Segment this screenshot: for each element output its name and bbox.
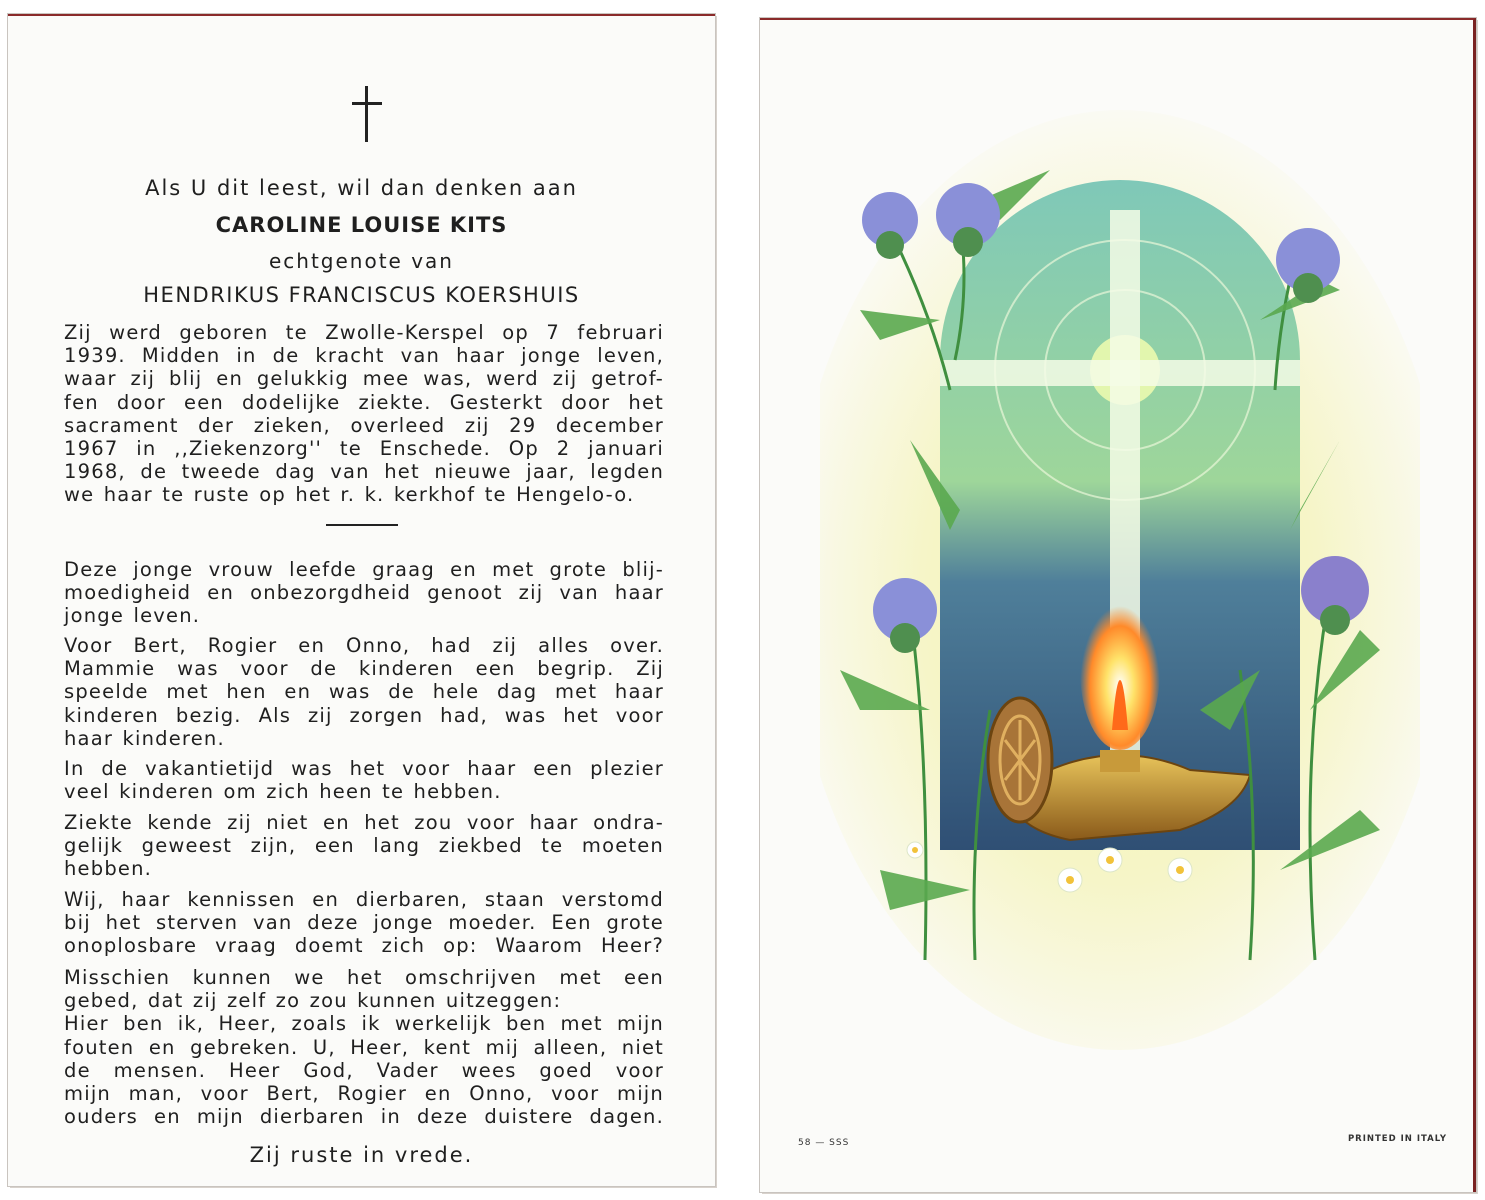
paragraph-line: gelijk geweest zijn, een lang ziekbed te moeten [64, 834, 664, 858]
paragraph-line: In de vakantietijd was het voor haar een plezier [64, 757, 664, 780]
paragraph-1 [64, 558, 664, 628]
closing-line: Zij ruste in vrede. [249, 1143, 474, 1167]
chi-rho-wheel-icon [988, 698, 1052, 822]
paragraph-line: Mammie was voor de kinderen een begrip. Zij [64, 657, 664, 681]
memorial-card-image-side [760, 18, 1476, 1192]
printed-in-label: PRINTED IN ITALY [1347, 1134, 1447, 1144]
paragraph-line: bij het sterven van deze jonge moeder. Een grote [64, 911, 664, 935]
paragraph-line: Misschien kunnen we het omschrijven met een [64, 966, 664, 989]
paragraph-line: onoplosbare vraag doemt zich op: Waarom Heer? [64, 934, 664, 958]
biography-line: 1967 in ,,Ziekenzorg'' te Enschede. Op 2 januari [64, 437, 664, 461]
paragraph-line: veel kinderen om zich heen te hebben. [64, 780, 502, 804]
paragraph-line: hebben. [64, 857, 153, 881]
paragraph-line: mijn man, voor Bert, Rogier en Onno, voor mijn [64, 1082, 664, 1106]
biography-paragraph [64, 321, 664, 507]
biography-line: sacrament der zieken, overleed zij 29 december [64, 413, 664, 437]
devotional-illustration [820, 110, 1420, 1050]
paragraph-line: Wij, haar kennissen en dierbaren, staan verstomd [64, 888, 664, 911]
paragraph-2 [64, 634, 664, 750]
paragraph-line: moedigheid en onbezorgdheid genoot zij van haar [64, 581, 664, 605]
paragraph-line: ouders en mijn dierbaren in deze duistere dagen. [64, 1105, 664, 1129]
biography-line: waar zij blij en gelukkig mee was, werd zij getrof- [64, 367, 664, 391]
biography-line: 1968, de tweede dag van het nieuwe jaar, legden [64, 460, 664, 484]
spouse-name: HENDRIKUS FRANCISCUS KOERSHUIS [143, 283, 580, 307]
paragraph-line: Ziekte kende zij niet en het zou voor haar ondra- [64, 811, 664, 834]
biography-line: fen door een dodelijke ziekte. Gesterkt door het [64, 390, 664, 414]
paragraph-3 [64, 757, 664, 803]
paragraph-line: gebed, dat zij zelf zo zou kunnen uitzeggen: [64, 989, 562, 1013]
paragraph-line: kinderen bezig. Als zij zorgen had, was het voor [64, 703, 664, 727]
paragraph-line: fouten en gebreken. U, Heer, kent mij alleen, niet [64, 1035, 664, 1059]
paragraph-line: speelde met hen en was de hele dag met haar [64, 680, 664, 704]
section-divider [326, 524, 398, 526]
paragraph-line: haar kinderen. [64, 726, 225, 750]
biography-line: we haar te ruste op het r. k. kerkhof te Hengelo-o. [64, 483, 635, 507]
intro-line: Als U dit leest, wil dan denken aan [145, 176, 578, 200]
paragraph-6 [64, 966, 664, 1128]
memorial-card-text-side [8, 14, 715, 1186]
biography-line: 1939. Midden in de kracht van haar jonge leven, [64, 344, 664, 368]
paragraph-line: jonge leven. [64, 604, 201, 628]
paragraph-5 [64, 888, 664, 958]
spouse-label: echtgenote van [268, 249, 454, 273]
deceased-name: CAROLINE LOUISE KITS [215, 213, 508, 237]
paragraph-4 [64, 811, 664, 881]
paragraph-line: de mensen. Heer God, Vader wees goed voor [64, 1058, 664, 1082]
cross-icon [352, 86, 382, 144]
paragraph-line: Deze jonge vrouw leefde graag en met grote blij- [64, 558, 664, 581]
print-code: 58 — SSS [798, 1138, 850, 1148]
biography-line: Zij werd geboren te Zwolle-Kerspel op 7 februari [64, 321, 664, 344]
paragraph-line: Hier ben ik, Heer, zoals ik werkelijk ben met mijn [64, 1012, 664, 1036]
paragraph-line: Voor Bert, Rogier en Onno, had zij alles over. [64, 634, 664, 657]
